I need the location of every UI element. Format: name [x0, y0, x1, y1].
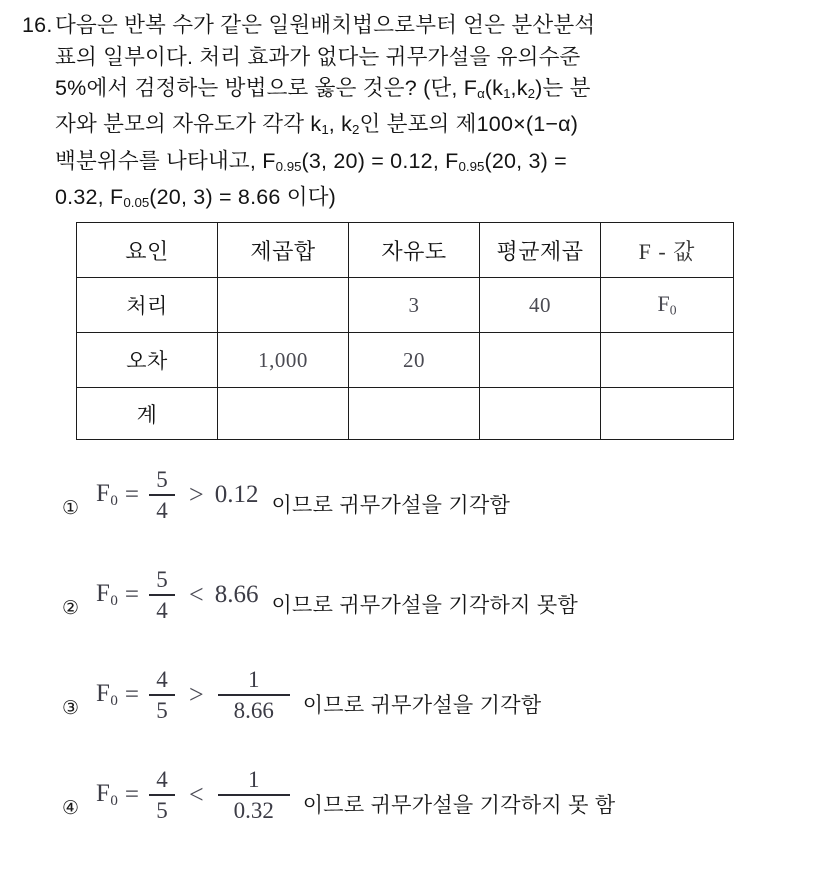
question-line-3-text-b: (k — [484, 76, 504, 100]
right-hand-value: 0.12 — [214, 481, 259, 508]
option-text-4: 이므로 귀무가설을 기각하지 못 함 — [302, 794, 616, 817]
relation-operator: > — [189, 480, 204, 509]
fraction-left — [149, 468, 175, 522]
fraction-right — [218, 668, 290, 722]
fraction-right — [218, 768, 290, 822]
fraction-numerator: 5 — [156, 567, 168, 592]
f0-symbol: F — [96, 580, 111, 608]
relation-operator: > — [189, 680, 204, 709]
question-line-3-text-c: ,k — [510, 76, 528, 100]
table-header-row — [77, 223, 734, 278]
f0-symbol: F — [96, 480, 111, 508]
f-095-subscript-2: 0.95 — [458, 158, 485, 174]
cell-ms-error — [480, 333, 601, 388]
equals-sign: = — [124, 681, 140, 708]
fraction-numerator: 4 — [156, 767, 168, 792]
question-line-4 — [22, 109, 782, 145]
cell-f-total — [601, 388, 734, 440]
option-marker-1: ① — [62, 497, 80, 519]
right-hand-value: 8.66 — [214, 581, 259, 608]
answer-option-4[interactable] — [62, 762, 802, 824]
question-line-3-text-d: )는 분 — [535, 76, 591, 100]
fraction-denominator: 5 — [156, 798, 168, 823]
f0-symbol: F — [96, 780, 111, 808]
anova-table — [76, 222, 734, 440]
option-text-3: 이므로 귀무가설을 기각함 — [302, 694, 542, 717]
question-line-5-text-b: (3, 20) = 0.12, F — [301, 148, 459, 173]
cell-factor-error: 오차 — [77, 333, 218, 388]
cell-f-error — [601, 333, 734, 388]
option-text-1: 이므로 귀무가설을 기각함 — [271, 494, 511, 517]
k2-subscript-2: 2 — [352, 122, 360, 138]
option-text-2: 이므로 귀무가설을 기각하지 못함 — [271, 594, 579, 617]
question-line-1-text: 다음은 반복 수가 같은 일원배치법으로부터 얻은 분산분석 — [55, 13, 596, 37]
fraction-denominator: 4 — [156, 498, 168, 523]
f0-subscript: 0 — [110, 492, 118, 509]
option-formula-2 — [96, 568, 258, 624]
question-line-6-text-b: (20, 3) = 8.66 이다) — [149, 185, 337, 210]
option-formula-3 — [96, 668, 293, 724]
question-line-2 — [22, 42, 782, 74]
equals-sign: = — [124, 781, 140, 808]
fraction-denominator: 4 — [156, 598, 168, 623]
column-header-mean-square: 평균제곱 — [480, 223, 601, 278]
equals-sign: = — [124, 481, 140, 508]
k2-subscript: 2 — [527, 85, 536, 101]
fraction-denominator: 0.32 — [233, 798, 274, 823]
fraction-left — [149, 768, 175, 822]
answer-option-2[interactable] — [62, 562, 802, 624]
cell-df-error: 20 — [349, 333, 480, 388]
cell-factor-treatment: 처리 — [77, 278, 218, 333]
f-statistic-subscript: 0 — [669, 302, 677, 318]
cell-ss-treatment — [218, 278, 349, 333]
f0-subscript: 0 — [110, 792, 118, 809]
cell-ms-treatment: 40 — [480, 278, 601, 333]
table-row — [77, 388, 734, 440]
question-line-6 — [22, 182, 782, 218]
fraction-numerator: 1 — [247, 767, 260, 792]
question-block — [22, 10, 782, 219]
column-header-f-value: F - 값 — [601, 223, 734, 278]
answer-option-3[interactable] — [62, 662, 802, 724]
f-005-subscript: 0.05 — [123, 195, 150, 211]
k1-subscript: 1 — [503, 85, 511, 101]
option-formula-1 — [96, 468, 258, 524]
cell-ss-total — [218, 388, 349, 440]
cell-factor-total: 계 — [77, 388, 218, 440]
answer-options — [62, 462, 802, 824]
question-line-5 — [22, 146, 782, 182]
cell-ms-total — [480, 388, 601, 440]
question-line-3-text-a: 5%에서 검정하는 방법으로 옳은 것은? (단, F — [55, 76, 478, 100]
question-line-4-text-c: 인 분포의 제100×(1−α) — [359, 112, 579, 137]
column-header-degrees-of-freedom: 자유도 — [349, 223, 480, 278]
column-header-sum-of-squares: 제곱합 — [218, 223, 349, 278]
question-line-4-text-a: 자와 분모의 자유도가 각각 k — [55, 112, 322, 137]
question-number: 16. — [22, 13, 53, 37]
cell-ss-error: 1,000 — [218, 333, 349, 388]
cell-df-total — [349, 388, 480, 440]
fraction-denominator: 5 — [156, 698, 168, 723]
question-line-6-text-a: 0.32, F — [55, 185, 124, 210]
fraction-numerator: 1 — [247, 667, 260, 692]
question-line-5-text-a: 백분위수를 나타내고, F — [55, 148, 276, 173]
fraction-numerator: 4 — [156, 667, 168, 692]
f0-symbol: F — [96, 680, 111, 708]
cell-df-treatment: 3 — [349, 278, 480, 333]
option-formula-4 — [96, 768, 293, 824]
fraction-left — [149, 568, 175, 622]
question-line-5-text-c: (20, 3) = — [484, 148, 567, 173]
question-line-2-text: 표의 일부이다. 처리 효과가 없다는 귀무가설을 유의수준 — [55, 44, 581, 69]
option-marker-3: ③ — [62, 697, 80, 719]
k1-subscript-2: 1 — [321, 122, 329, 138]
fraction-left — [149, 668, 175, 722]
alpha-subscript: α — [477, 85, 485, 101]
relation-operator: < — [189, 580, 204, 609]
relation-operator: < — [189, 780, 204, 809]
f-statistic-symbol: F — [657, 291, 670, 317]
fraction-denominator: 8.66 — [233, 698, 274, 723]
f0-subscript: 0 — [110, 592, 118, 609]
question-line-1 — [22, 10, 782, 42]
f0-subscript: 0 — [110, 692, 118, 709]
option-marker-4: ④ — [62, 797, 80, 819]
table-row — [77, 278, 734, 333]
fraction-numerator: 5 — [156, 467, 168, 492]
table-row — [77, 333, 734, 388]
question-line-3 — [22, 73, 782, 109]
option-marker-2: ② — [62, 597, 80, 619]
answer-option-1[interactable] — [62, 462, 802, 524]
question-line-4-text-b: , k — [328, 112, 353, 137]
equals-sign: = — [124, 581, 140, 608]
f-095-subscript-1: 0.95 — [275, 158, 302, 174]
column-header-factor: 요인 — [77, 223, 218, 278]
cell-f-treatment — [601, 278, 734, 333]
